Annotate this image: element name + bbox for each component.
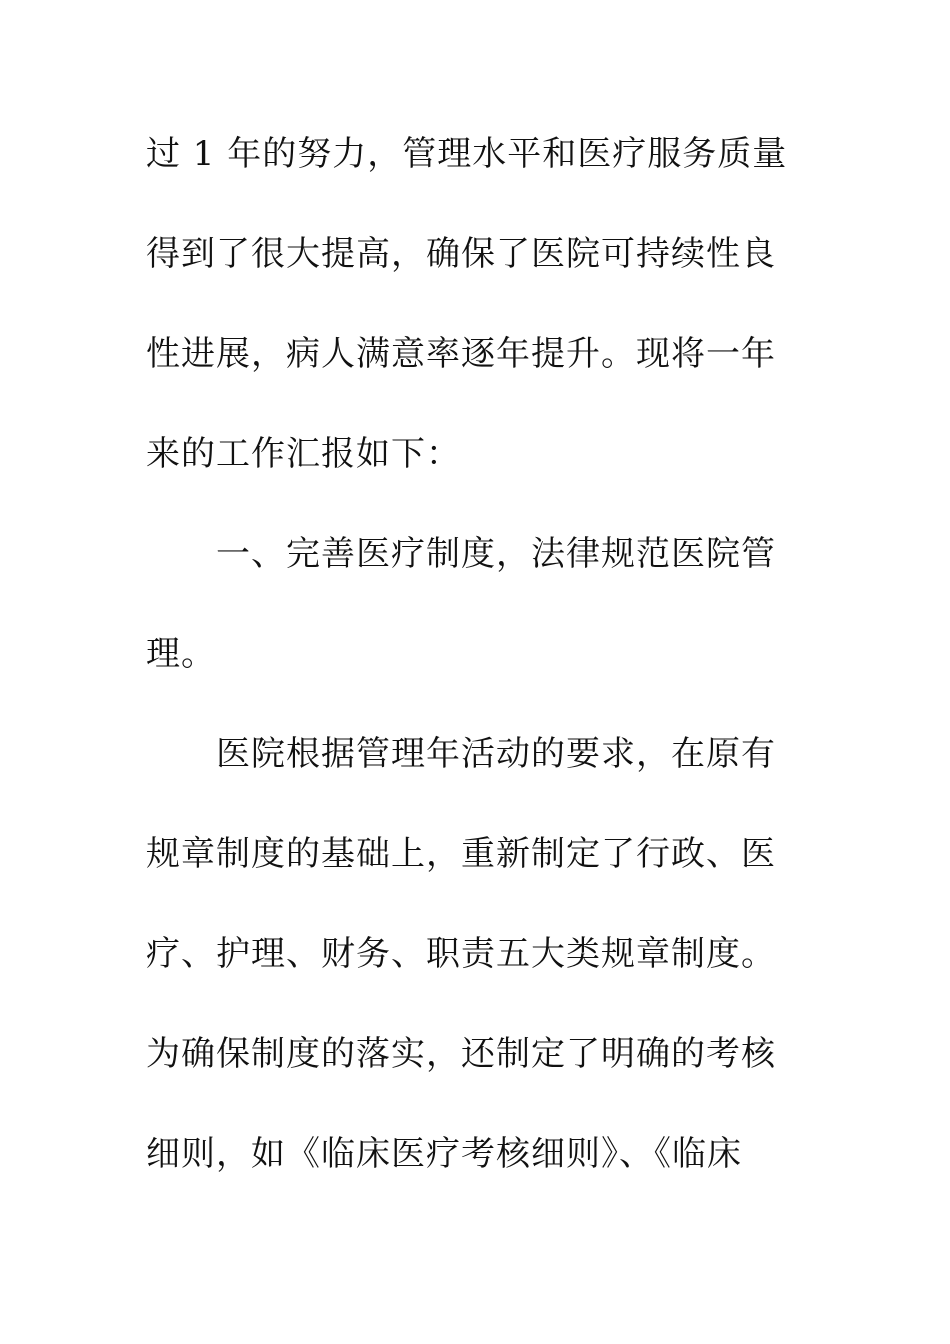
section-heading: 一、完善医疗制度，法律规范医院管 bbox=[216, 534, 776, 574]
text-line: 疗、护理、财务、职责五大类规章制度。 bbox=[146, 934, 776, 974]
text-line: 细则，如《临床医疗考核细则》、《临床 bbox=[146, 1134, 742, 1174]
text-line: 来的工作汇报如下： bbox=[146, 434, 461, 474]
text-line: 为确保制度的落实，还制定了明确的考核 bbox=[146, 1034, 776, 1074]
body-text bbox=[146, 126, 786, 1226]
text-line: 规章制度的基础上，重新制定了行政、医 bbox=[146, 834, 776, 874]
text-line: 理。 bbox=[146, 634, 216, 674]
text-line: 得到了很大提高，确保了医院可持续性良 bbox=[146, 234, 776, 274]
text-line: 过 1 年的努力，管理水平和医疗服务质量 bbox=[146, 134, 788, 174]
text-line: 性进展，病人满意率逐年提升。现将一年 bbox=[146, 334, 776, 374]
paragraph-start: 医院根据管理年活动的要求，在原有 bbox=[216, 734, 776, 774]
